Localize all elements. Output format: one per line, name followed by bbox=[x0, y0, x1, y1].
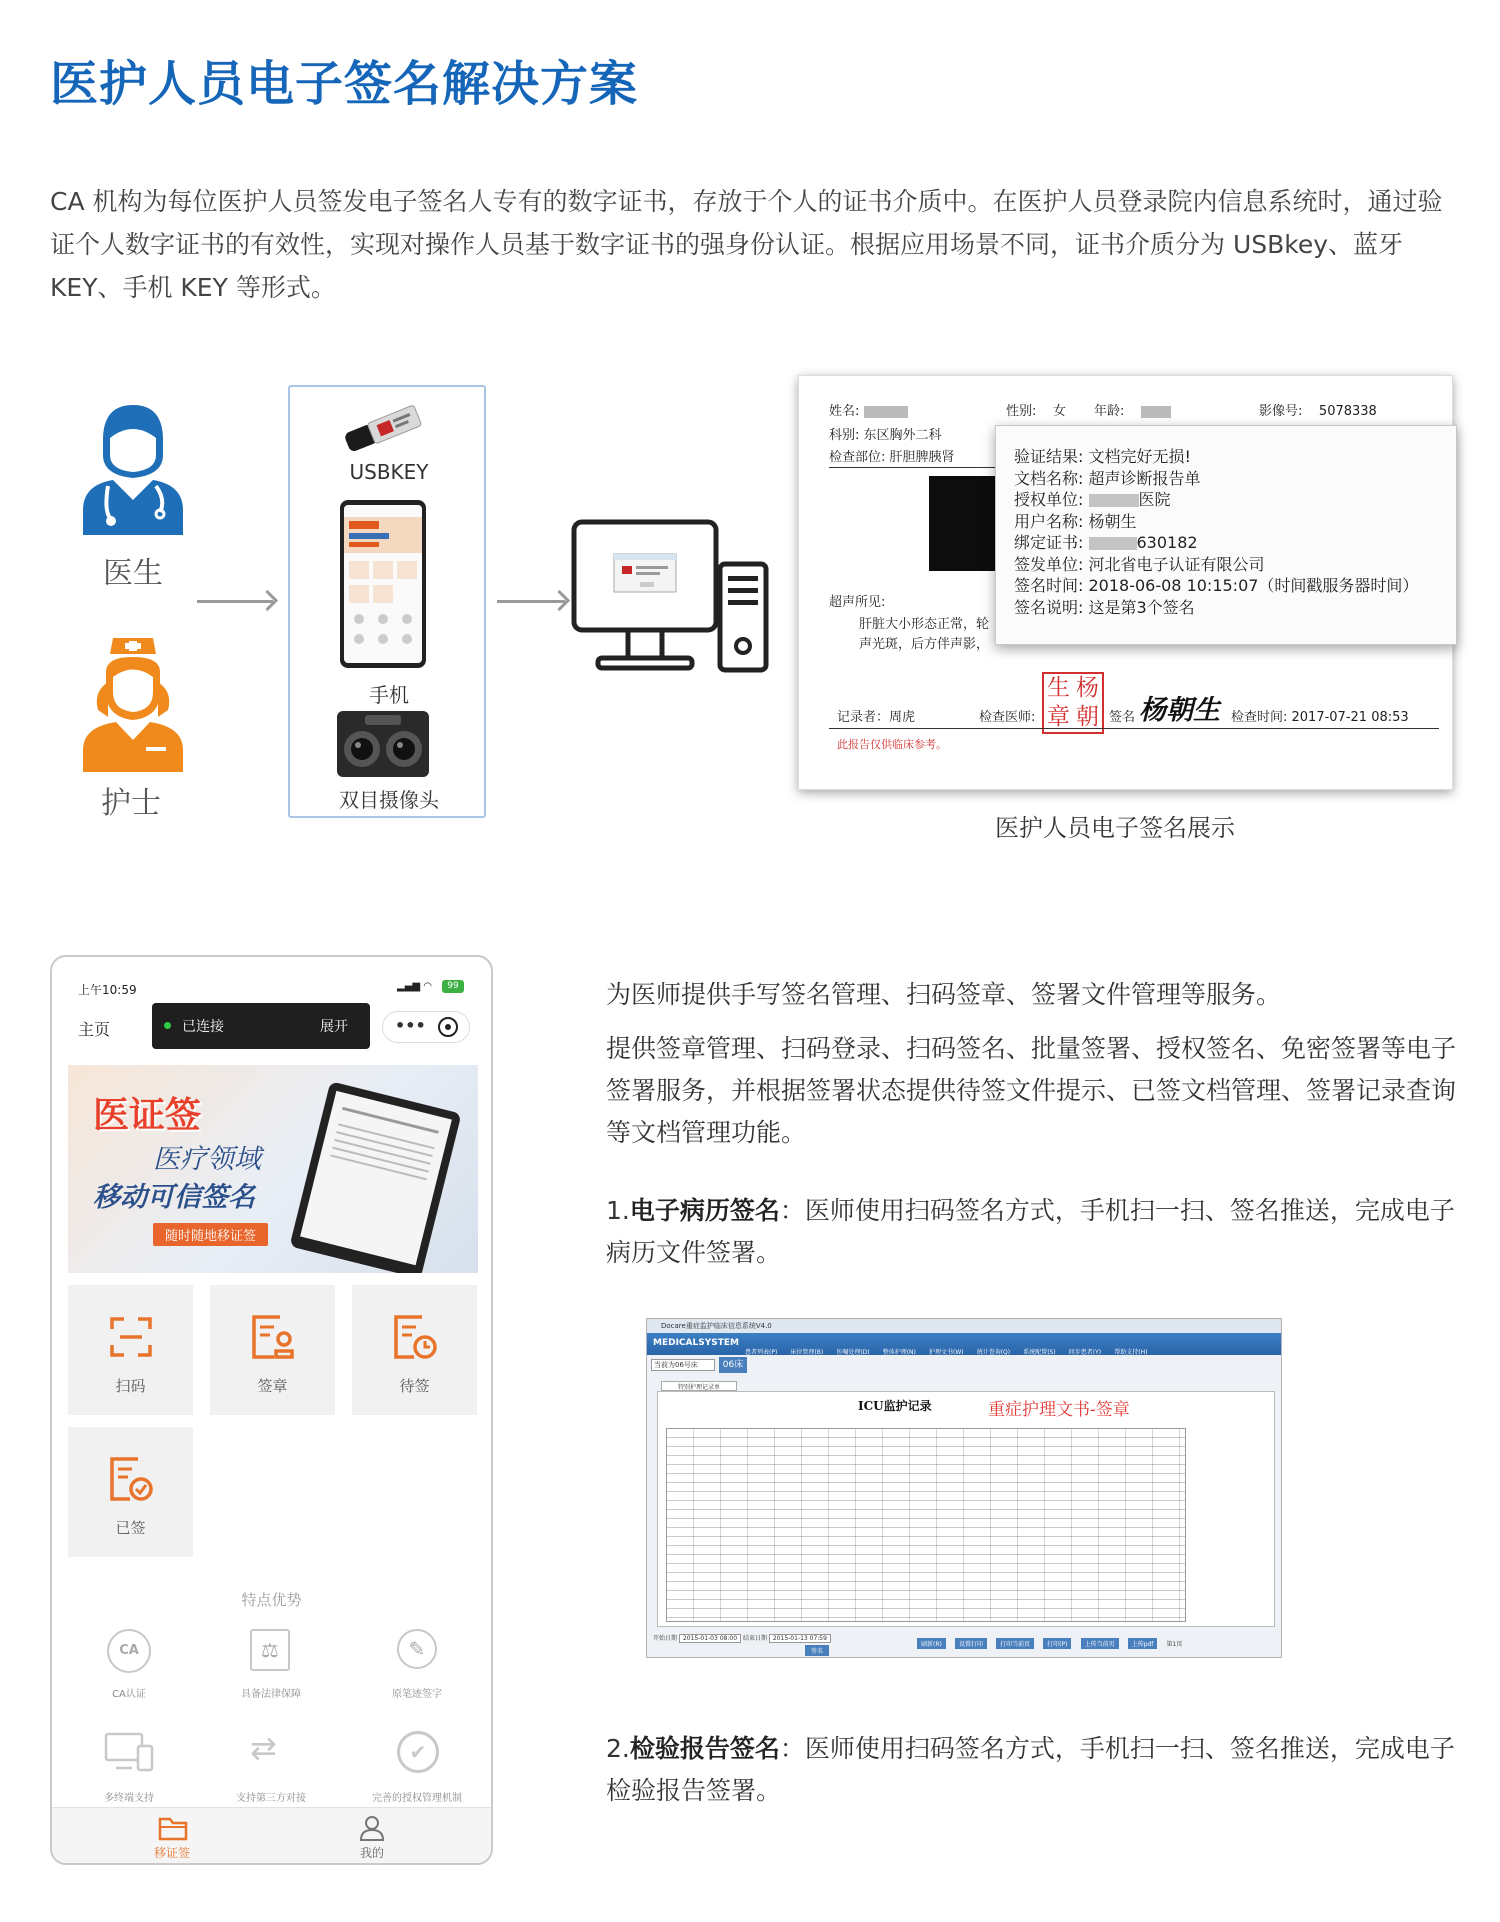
expand-button[interactable]: 展开 bbox=[320, 1019, 348, 1035]
icu-button[interactable]: 打印当前页 bbox=[996, 1638, 1034, 1649]
tab-bar bbox=[52, 1807, 491, 1863]
credential-device-box bbox=[288, 385, 486, 818]
user-icon bbox=[358, 1814, 386, 1842]
verify-row: 文档名称: 超声诊断报告单 bbox=[1014, 468, 1201, 488]
icu-record-grid bbox=[666, 1428, 1186, 1622]
findings-line-1: 肝脏大小形态正常，轮 bbox=[859, 617, 990, 632]
verify-row: 用户名称: 杨朝生 bbox=[1014, 511, 1137, 531]
tab-label-mine: 我的 bbox=[359, 1846, 384, 1860]
status-time: 上午10:59 bbox=[78, 983, 137, 997]
seal-icon bbox=[250, 1313, 296, 1361]
verify-row: 签名时间: 2018-06-08 10:15:07（时间戳服务器时间） bbox=[1014, 576, 1419, 595]
exam-part-value: 肝胆脾胰肾 bbox=[889, 450, 955, 465]
divider bbox=[829, 728, 1439, 729]
recorder: 记录者：周虎 bbox=[837, 710, 916, 725]
multi-device-icon bbox=[104, 1732, 154, 1774]
handwriting-icon: ✎ bbox=[397, 1629, 437, 1669]
icu-button[interactable]: 刷新(R) bbox=[917, 1638, 946, 1649]
item-emr-signature: 1.电子病历签名：医师使用扫码签名方式，手机扫一扫、签名推送，完成电子病历文件签署。 bbox=[606, 1196, 1455, 1267]
icu-end-label: 结束日期 bbox=[742, 1635, 767, 1642]
exchange-icon: ⇄ bbox=[250, 1729, 277, 1767]
feature-label: 完善的授权管理机制 bbox=[372, 1793, 462, 1804]
icu-footer bbox=[653, 1633, 831, 1643]
icu-tab[interactable]: 特别护理记录单 bbox=[661, 1381, 737, 1391]
features-title: 特点优势 bbox=[241, 1591, 302, 1609]
icu-menu-item[interactable]: 系统配置(S) bbox=[1023, 1349, 1056, 1356]
phone-mockup bbox=[50, 955, 493, 1865]
dept-value: 东区胸外二科 bbox=[863, 428, 942, 443]
close-icon[interactable] bbox=[438, 1017, 458, 1037]
image-no-value: 5078338 bbox=[1318, 404, 1377, 419]
icu-button[interactable]: 上传pdf bbox=[1128, 1638, 1158, 1649]
tablet-image bbox=[289, 1081, 461, 1273]
connection-status: 已连接 bbox=[182, 1019, 224, 1035]
scan-icon bbox=[110, 1315, 152, 1359]
icu-start-label: 开始日期 bbox=[653, 1635, 678, 1642]
findings-line-2: 声光斑，后方伴声影， bbox=[859, 637, 990, 652]
feature-label: 具备法律保障 bbox=[241, 1689, 301, 1700]
disclaimer: 此报告仅供临床参考。 bbox=[837, 738, 947, 751]
verify-row: 验证结果: 文档完好无损! bbox=[1014, 447, 1191, 466]
image-no-label: 影像号: bbox=[1259, 404, 1303, 419]
signature-verify-popup bbox=[995, 425, 1457, 645]
examiner-label: 检查医师: bbox=[979, 710, 1036, 725]
icu-bed-badge: 06床 bbox=[719, 1357, 747, 1373]
signed-icon bbox=[108, 1455, 154, 1503]
icu-titlebar: Docare重症监护临床信息系统V4.0 bbox=[647, 1319, 1282, 1333]
intro-paragraph: CA 机构为每位医护人员签发电子签名人专有的数字证书，存放于个人的证书介质中。在医护人员登录院内信息系统时，通过验证个人数字证书的有效性，实现对操作人员基于数字证书的强身份认证。根据应用场景不同，证书介质分为 USBkey、蓝牙KEY、手机 KEY 等形式。 bbox=[50, 187, 1443, 302]
tab-home[interactable] bbox=[132, 1808, 212, 1864]
tile-label-seal: 签章 bbox=[257, 1377, 288, 1395]
icu-start-date[interactable]: 2015-01-03 08:00 bbox=[679, 1634, 741, 1643]
tile-signed[interactable] bbox=[68, 1427, 193, 1557]
icu-sign-button[interactable]: 签名 bbox=[805, 1645, 829, 1656]
icu-menu-item[interactable]: 整体护理(N) bbox=[882, 1349, 916, 1356]
tile-pending[interactable] bbox=[352, 1285, 477, 1415]
icu-end-date[interactable]: 2015-01-13 07:59 bbox=[769, 1634, 831, 1643]
icu-signature-overlay: 重症护理文书-签章 bbox=[988, 1400, 1130, 1420]
findings-label: 超声所见: bbox=[829, 595, 886, 610]
signal-icon: ▂▄▆ ◠ bbox=[397, 981, 432, 992]
exam-part-label: 检查部位: bbox=[829, 450, 886, 465]
verify-row: 签名说明: 这是第3个签名 bbox=[1014, 597, 1195, 617]
verify-row: 授权单位: 医院 bbox=[1014, 490, 1171, 509]
icu-bed-select[interactable]: 当前为06号床 bbox=[651, 1359, 715, 1371]
banner-tag: 随时随地移证签 bbox=[153, 1223, 268, 1246]
promo-banner[interactable] bbox=[68, 1065, 478, 1273]
doctor-icon bbox=[78, 400, 188, 535]
home-title: 主页 bbox=[78, 1020, 111, 1039]
feature-label: 支持第三方对接 bbox=[236, 1793, 306, 1804]
icu-menu-item[interactable]: 帮助支持(H) bbox=[1114, 1349, 1148, 1356]
name-label: 姓名: bbox=[829, 404, 860, 419]
handwritten-signature: 杨朝生 bbox=[1139, 695, 1220, 726]
sign-label: 签名 bbox=[1109, 710, 1136, 725]
icu-menu-item[interactable]: 统计查询(Q) bbox=[976, 1349, 1011, 1356]
tile-label-signed: 已签 bbox=[115, 1519, 146, 1537]
icu-menu-item[interactable]: 患者列表(P) bbox=[745, 1349, 778, 1356]
feature-label: 多终端支持 bbox=[104, 1793, 154, 1804]
ultrasound-image bbox=[929, 476, 999, 571]
service-intro: 为医师提供手写签名管理、扫码签章、签署文件管理等服务。 bbox=[606, 980, 1282, 1009]
pending-icon bbox=[392, 1313, 438, 1361]
device-label-phone: 手机 bbox=[369, 683, 409, 707]
redacted-block bbox=[864, 406, 908, 418]
tile-scan[interactable] bbox=[68, 1285, 193, 1415]
icu-page: 第1页 bbox=[1166, 1641, 1183, 1648]
gender-label: 性别: bbox=[1006, 404, 1037, 419]
doc-caption: 医护人员电子签名展示 bbox=[995, 814, 1235, 842]
role-label-doctor: 医生 bbox=[103, 556, 163, 591]
tile-seal[interactable] bbox=[210, 1285, 335, 1415]
verify-row: 绑定证书: 630182 bbox=[1014, 533, 1198, 552]
icu-logo: MEDICALSYSTEM bbox=[653, 1338, 739, 1348]
banner-line-2: 移动可信签名 bbox=[93, 1182, 255, 1213]
folder-icon bbox=[158, 1815, 188, 1841]
arrow-right-icon bbox=[197, 600, 273, 603]
age-label: 年龄: bbox=[1094, 404, 1125, 419]
banner-title: 医证签 bbox=[93, 1095, 202, 1136]
verify-row: 签发单位: 河北省电子认证有限公司 bbox=[1014, 554, 1265, 574]
law-icon: ⚖ bbox=[250, 1629, 290, 1671]
icu-button[interactable]: 打印(P) bbox=[1043, 1638, 1071, 1649]
connection-status-bar[interactable] bbox=[152, 1003, 370, 1049]
item-lab-report-signature: 2.检验报告签名：医师使用扫码签名方式，手机扫一扫、签名推送，完成电子检验报告签署。 bbox=[606, 1734, 1455, 1805]
icu-menubar bbox=[647, 1333, 1282, 1355]
redacted-block bbox=[1141, 406, 1171, 418]
icu-menu-item[interactable]: 护理文书(W) bbox=[928, 1349, 964, 1356]
exam-time: 检查时间: 2017-07-21 08:53 bbox=[1231, 710, 1409, 725]
tile-label-scan: 扫码 bbox=[115, 1377, 146, 1395]
icu-menu-item[interactable]: 同步患者(Y) bbox=[1068, 1349, 1102, 1356]
more-icon[interactable]: ••• bbox=[395, 1016, 426, 1035]
device-label-usbkey: USBKEY bbox=[349, 460, 429, 484]
nurse-icon bbox=[78, 632, 188, 772]
ca-icon: CA bbox=[107, 1629, 151, 1673]
capsule-menu[interactable] bbox=[382, 1011, 470, 1043]
tile-label-pending: 待签 bbox=[399, 1377, 430, 1395]
icu-record-title: ICU监护记录 bbox=[858, 1399, 932, 1413]
doctor-seal-stamp: 生 杨 章 朝 bbox=[1042, 672, 1104, 734]
icu-record-sheet bbox=[657, 1391, 1275, 1627]
binocular-camera-icon bbox=[335, 709, 431, 779]
icu-button[interactable]: 上传当前页 bbox=[1081, 1638, 1119, 1649]
icu-button[interactable]: 设置打印 bbox=[955, 1638, 987, 1649]
tab-label-home: 移证签 bbox=[153, 1846, 190, 1860]
phone-icon bbox=[339, 499, 427, 669]
role-label-nurse: 护士 bbox=[101, 786, 161, 821]
computer-icon bbox=[570, 518, 770, 676]
shield-icon: ✔ bbox=[397, 1731, 439, 1773]
icu-system-screenshot bbox=[646, 1318, 1282, 1658]
page-title: 医护人员电子签名解决方案 bbox=[50, 56, 639, 112]
service-detail: 提供签章管理、扫码登录、扫码签名、批量签署、授权签名、免密签署等电子签署服务，并根据签署状态提供待签文件提示、已签文档管理、签署记录查询等文档管理功能。 bbox=[606, 1034, 1457, 1147]
icu-menu-item[interactable]: 医嘱处理(D) bbox=[836, 1349, 870, 1356]
gender-value: 女 bbox=[1052, 404, 1066, 419]
device-label-camera: 双目摄像头 bbox=[339, 788, 439, 812]
connected-dot-icon bbox=[164, 1022, 171, 1029]
feature-label: 原笔迹签字 bbox=[392, 1689, 442, 1700]
feature-label: CA认证 bbox=[112, 1689, 146, 1700]
tab-mine[interactable] bbox=[332, 1808, 412, 1864]
banner-line-1: 医疗领域 bbox=[153, 1144, 261, 1175]
usbkey-icon bbox=[340, 405, 426, 451]
battery-icon: 99 bbox=[442, 980, 464, 993]
dept-label: 科别: bbox=[829, 428, 860, 443]
arrow-right-icon bbox=[497, 600, 565, 603]
icu-menu-item[interactable]: 床位管理(B) bbox=[790, 1349, 824, 1356]
